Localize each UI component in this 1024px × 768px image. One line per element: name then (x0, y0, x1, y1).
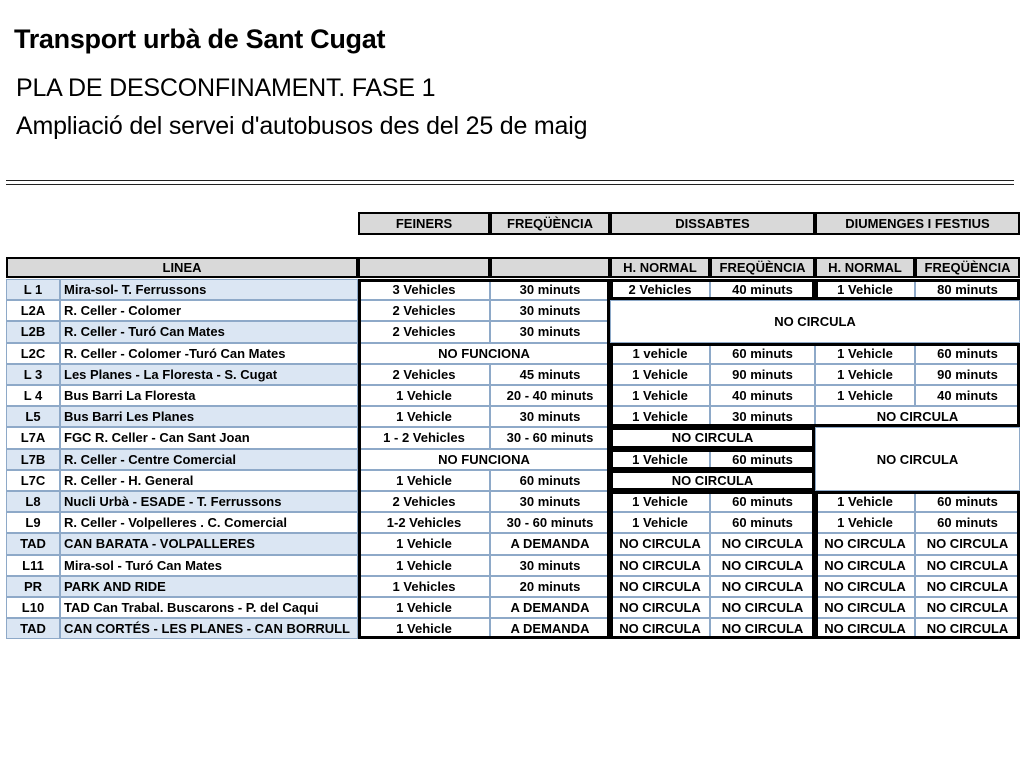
saturday-frequency: 40 minuts (710, 279, 815, 300)
sunday-vehicles: NO CIRCULA (815, 533, 915, 554)
weekday-vehicles: 1 Vehicle (358, 555, 490, 576)
sunday-frequency: 80 minuts (915, 279, 1020, 300)
line-route: R. Celler - Colomer -Turó Can Mates (60, 343, 358, 364)
weekday-frequency: A DEMANDA (490, 618, 610, 639)
sunday-vehicles: NO CIRCULA (815, 597, 915, 618)
weekday-frequency: A DEMANDA (490, 597, 610, 618)
group-header-diumenges: DIUMENGES I FESTIUS (815, 212, 1020, 235)
line-code: L10 (6, 597, 60, 618)
subtitle-plan: PLA DE DESCONFINAMENT. FASE 1 (16, 74, 436, 102)
group-header-feiners: FEINERS (358, 212, 490, 235)
merged-no-funciona-l2c: NO FUNCIONA (358, 343, 610, 364)
line-route: R. Celler - H. General (60, 470, 358, 491)
line-route: Bus Barri La Floresta (60, 385, 358, 406)
sunday-frequency: 60 minuts (915, 512, 1020, 533)
column-header-sun-h-normal: H. NORMAL (815, 257, 915, 278)
weekday-frequency: 30 - 60 minuts (490, 427, 610, 448)
saturday-vehicles: 1 Vehicle (610, 406, 710, 427)
sunday-frequency: NO CIRCULA (915, 597, 1020, 618)
group-header-frequencia: FREQÜÈNCIA (490, 212, 610, 235)
saturday-frequency: 60 minuts (710, 491, 815, 512)
sunday-vehicles: 1 Vehicle (815, 364, 915, 385)
weekday-frequency: 30 minuts (490, 321, 610, 342)
saturday-vehicles: 1 Vehicle (610, 491, 710, 512)
line-code: L7C (6, 470, 60, 491)
line-code: L5 (6, 406, 60, 427)
line-route: CAN CORTÉS - LES PLANES - CAN BORRULL (60, 618, 358, 639)
group-header-dissabtes: DISSABTES (610, 212, 815, 235)
line-code: L7A (6, 427, 60, 448)
saturday-vehicles: 1 vehicle (610, 343, 710, 364)
weekday-vehicles: 1 Vehicles (358, 576, 490, 597)
saturday-frequency: NO CIRCULA (710, 576, 815, 597)
saturday-frequency: 60 minuts (710, 449, 815, 470)
sunday-frequency: NO CIRCULA (915, 618, 1020, 639)
weekday-frequency: 30 minuts (490, 279, 610, 300)
sunday-vehicles: 1 Vehicle (815, 512, 915, 533)
weekday-vehicles: 1 Vehicle (358, 533, 490, 554)
merged-no-circula-l5-sunday: NO CIRCULA (815, 406, 1020, 427)
weekday-frequency: 45 minuts (490, 364, 610, 385)
line-route: Mira-sol- T. Ferrussons (60, 279, 358, 300)
saturday-frequency: 90 minuts (710, 364, 815, 385)
weekday-frequency: 20 minuts (490, 576, 610, 597)
sunday-vehicles: 1 Vehicle (815, 343, 915, 364)
saturday-vehicles: NO CIRCULA (610, 597, 710, 618)
saturday-frequency: NO CIRCULA (710, 618, 815, 639)
line-code: L 4 (6, 385, 60, 406)
weekday-vehicles: 1 - 2 Vehicles (358, 427, 490, 448)
page-title: Transport urbà de Sant Cugat (14, 24, 386, 54)
line-code: L7B (6, 449, 60, 470)
line-code: L 1 (6, 279, 60, 300)
weekday-frequency: 30 minuts (490, 491, 610, 512)
weekday-vehicles: 2 Vehicles (358, 491, 490, 512)
merged-no-circula-l7c-saturday: NO CIRCULA (610, 470, 815, 491)
saturday-vehicles: NO CIRCULA (610, 576, 710, 597)
saturday-frequency: 30 minuts (710, 406, 815, 427)
saturday-frequency: 60 minuts (710, 343, 815, 364)
line-code: L9 (6, 512, 60, 533)
sunday-frequency: 90 minuts (915, 364, 1020, 385)
saturday-vehicles: 1 Vehicle (610, 385, 710, 406)
line-route: Bus Barri Les Planes (60, 406, 358, 427)
line-route: PARK AND RIDE (60, 576, 358, 597)
line-code: L2C (6, 343, 60, 364)
sunday-vehicles: 1 Vehicle (815, 279, 915, 300)
weekday-vehicles: 1 Vehicle (358, 470, 490, 491)
line-code: L2A (6, 300, 60, 321)
saturday-vehicles: 1 Vehicle (610, 364, 710, 385)
saturday-vehicles: NO CIRCULA (610, 533, 710, 554)
line-code: L 3 (6, 364, 60, 385)
merged-no-circula-l2a-l2b: NO CIRCULA (610, 300, 1020, 342)
sunday-vehicles: 1 Vehicle (815, 385, 915, 406)
weekday-vehicles: 1 Vehicle (358, 385, 490, 406)
saturday-vehicles: 1 Vehicle (610, 512, 710, 533)
saturday-vehicles: NO CIRCULA (610, 555, 710, 576)
column-header-blank (358, 257, 490, 278)
saturday-frequency: NO CIRCULA (710, 555, 815, 576)
saturday-vehicles: 1 Vehicle (610, 449, 710, 470)
merged-no-funciona-l7b: NO FUNCIONA (358, 449, 610, 470)
line-route: TAD Can Trabal. Buscarons - P. del Caqui (60, 597, 358, 618)
saturday-frequency: 60 minuts (710, 512, 815, 533)
weekday-vehicles: 1 Vehicle (358, 406, 490, 427)
saturday-vehicles: 2 Vehicles (610, 279, 710, 300)
line-route: Les Planes - La Floresta - S. Cugat (60, 364, 358, 385)
column-header-sun-frequencia: FREQÜÈNCIA (915, 257, 1020, 278)
column-header-blank (490, 257, 610, 278)
line-route: Nucli Urbà - ESADE - T. Ferrussons (60, 491, 358, 512)
line-route: R. Celler - Colomer (60, 300, 358, 321)
sunday-frequency: NO CIRCULA (915, 555, 1020, 576)
weekday-frequency: 30 minuts (490, 300, 610, 321)
sunday-frequency: NO CIRCULA (915, 533, 1020, 554)
weekday-frequency: 30 - 60 minuts (490, 512, 610, 533)
line-code: L2B (6, 321, 60, 342)
column-header-sat-frequencia: FREQÜÈNCIA (710, 257, 815, 278)
column-header-linea: LINEA (6, 257, 358, 278)
line-code: TAD (6, 618, 60, 639)
sunday-frequency: 60 minuts (915, 491, 1020, 512)
line-route: R. Celler - Turó Can Mates (60, 321, 358, 342)
weekday-frequency: 30 minuts (490, 406, 610, 427)
merged-no-circula-l7-sunday: NO CIRCULA (815, 427, 1020, 491)
sunday-frequency: NO CIRCULA (915, 576, 1020, 597)
weekday-vehicles: 2 Vehicles (358, 321, 490, 342)
line-code: L11 (6, 555, 60, 576)
sunday-vehicles: 1 Vehicle (815, 491, 915, 512)
line-route: FGC R. Celler - Can Sant Joan (60, 427, 358, 448)
line-code: PR (6, 576, 60, 597)
merged-no-circula-l7a-saturday: NO CIRCULA (610, 427, 815, 448)
line-code: L8 (6, 491, 60, 512)
line-route: Mira-sol - Turó Can Mates (60, 555, 358, 576)
sunday-frequency: 40 minuts (915, 385, 1020, 406)
line-route: CAN BARATA - VOLPALLERES (60, 533, 358, 554)
sunday-frequency: 60 minuts (915, 343, 1020, 364)
weekday-vehicles: 2 Vehicles (358, 300, 490, 321)
subtitle-extension: Ampliació del servei d'autobusos des del 25 de maig (16, 112, 588, 140)
weekday-vehicles: 2 Vehicles (358, 364, 490, 385)
sunday-vehicles: NO CIRCULA (815, 618, 915, 639)
line-code: TAD (6, 533, 60, 554)
saturday-vehicles: NO CIRCULA (610, 618, 710, 639)
weekday-vehicles: 1 Vehicle (358, 618, 490, 639)
sunday-vehicles: NO CIRCULA (815, 576, 915, 597)
saturday-frequency: NO CIRCULA (710, 533, 815, 554)
weekday-vehicles: 3 Vehicles (358, 279, 490, 300)
weekday-vehicles: 1 Vehicle (358, 597, 490, 618)
column-header-sat-h-normal: H. NORMAL (610, 257, 710, 278)
saturday-frequency: 40 minuts (710, 385, 815, 406)
weekday-frequency: A DEMANDA (490, 533, 610, 554)
saturday-frequency: NO CIRCULA (710, 597, 815, 618)
weekday-vehicles: 1-2 Vehicles (358, 512, 490, 533)
line-route: R. Celler - Centre Comercial (60, 449, 358, 470)
weekday-frequency: 20 - 40 minuts (490, 385, 610, 406)
line-route: R. Celler - Volpelleres . C. Comercial (60, 512, 358, 533)
weekday-frequency: 30 minuts (490, 555, 610, 576)
sunday-vehicles: NO CIRCULA (815, 555, 915, 576)
weekday-frequency: 60 minuts (490, 470, 610, 491)
